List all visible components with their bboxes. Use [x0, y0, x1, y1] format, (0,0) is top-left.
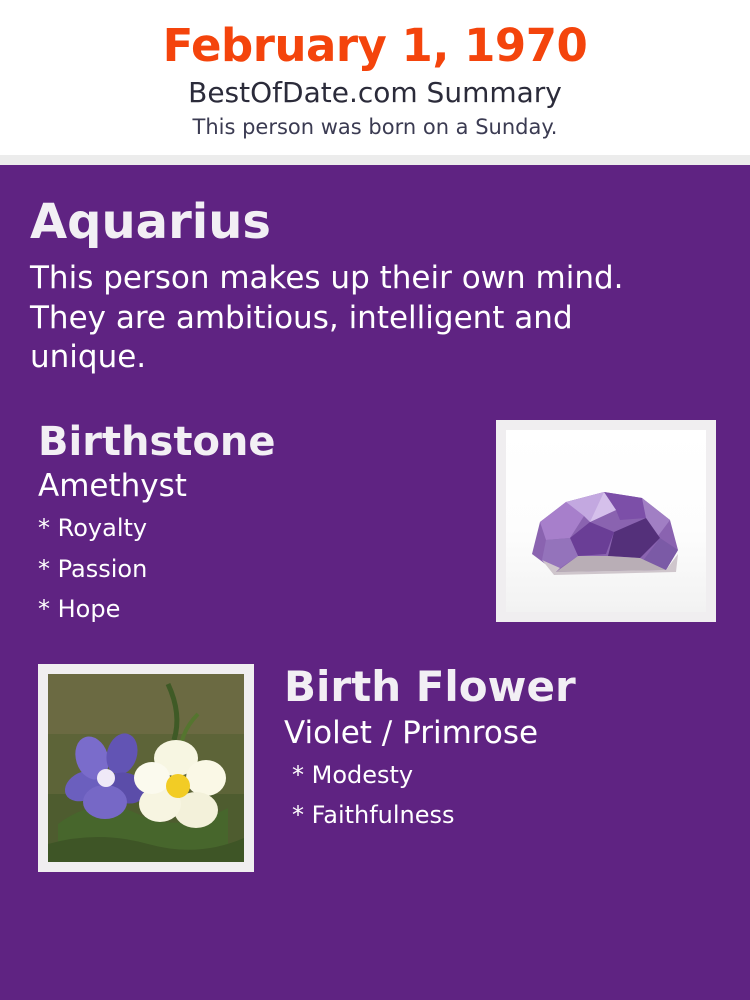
birthstone-title: Birthstone [38, 419, 276, 466]
birth-flower-image-frame [38, 664, 254, 872]
birth-flower-title: Birth Flower [284, 662, 576, 712]
birth-flower-trait: * Faithfulness [292, 801, 455, 830]
site-name: BestOfDate.com Summary [188, 76, 562, 110]
zodiac-sign-name: Aquarius [30, 193, 271, 250]
birthstone-value: Amethyst [38, 468, 187, 505]
amethyst-crystal-photo [506, 430, 706, 612]
birth-flower-trait: * Modesty [292, 760, 414, 789]
zodiac-description: This person makes up their own mind. They are ambitious, intelligent and unique. [30, 260, 624, 376]
amethyst-crystal-icon [526, 476, 686, 580]
birthstone-section [30, 420, 720, 636]
birthstone-image-frame [496, 420, 716, 622]
birthstone-trait: * Passion [38, 554, 148, 583]
card-header [0, 0, 750, 155]
birth-flower-value: Violet / Primrose [284, 714, 539, 751]
birth-day-note: This person was born on a Sunday. [192, 115, 558, 140]
page-title: February 1, 1970 [162, 19, 588, 72]
birthstone-text [30, 420, 496, 636]
header-divider [0, 155, 750, 165]
birthstone-trait: * Hope [38, 595, 121, 623]
violet-primrose-illustration [48, 674, 244, 862]
birth-flower-text [254, 664, 720, 842]
birth-flower-section [30, 664, 720, 872]
violet-primrose-photo [48, 674, 244, 862]
card-body [0, 165, 750, 1000]
birthstone-trait: * Royalty [38, 514, 148, 543]
